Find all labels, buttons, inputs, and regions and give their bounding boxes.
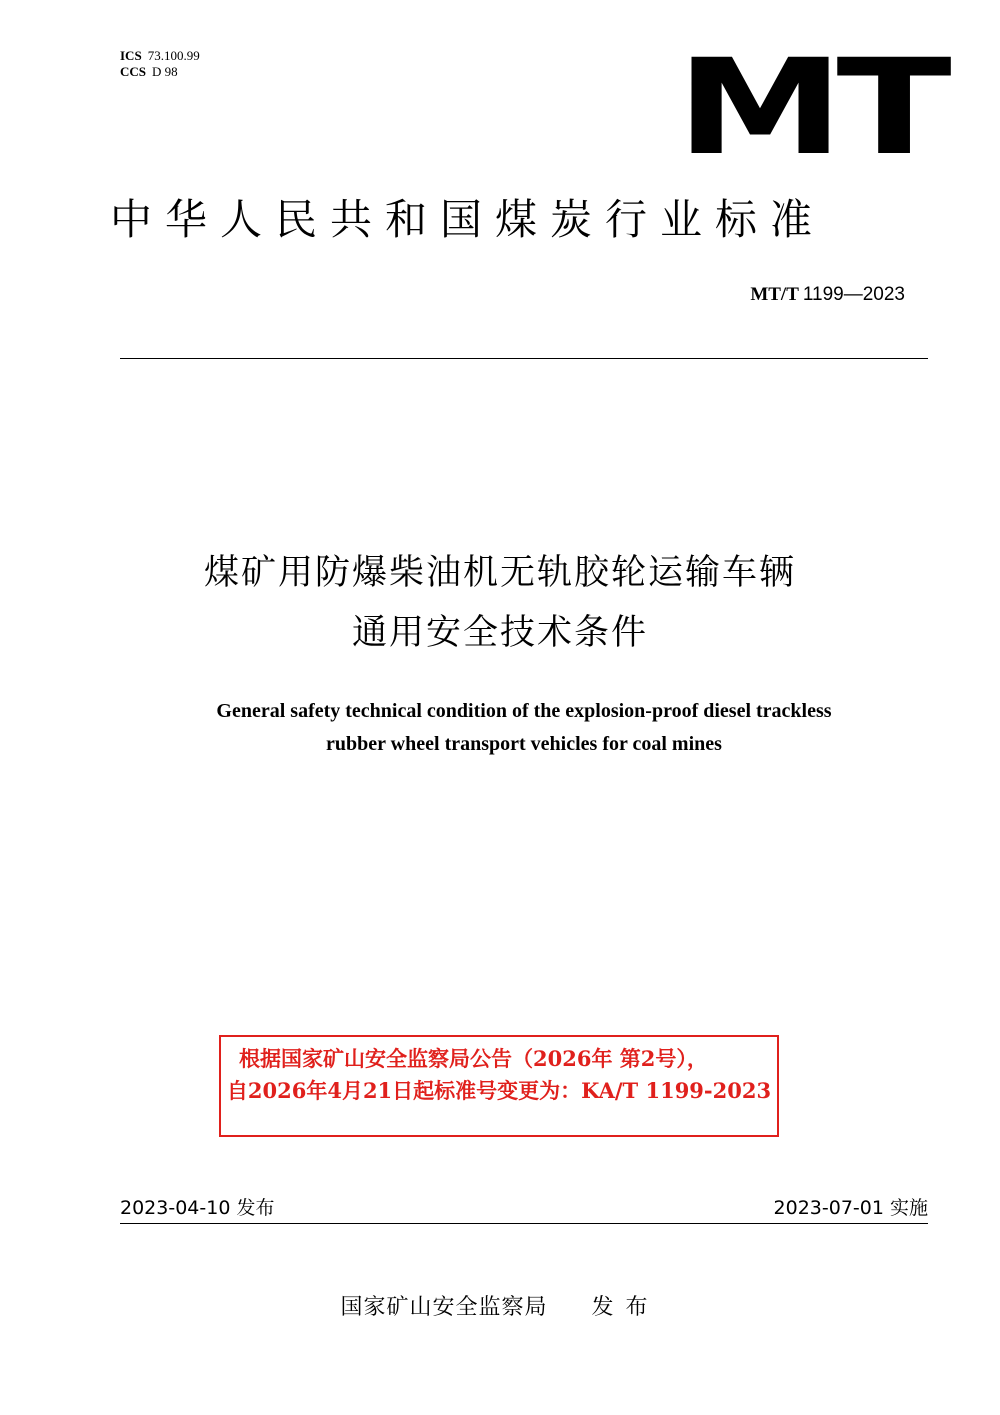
ics-classification: [120, 48, 200, 64]
standard-number-value: 1199—2023: [802, 284, 905, 305]
publisher-line: [0, 1293, 1000, 1323]
renumbering-notice-box: [219, 1035, 779, 1137]
ics-label: ICS: [120, 48, 142, 63]
notice-line-2: 自2026年4月21日起标准号变更为：KA/T 1199-2023: [226, 1078, 772, 1103]
industry-standard-title: 中华人民共和国煤炭行业标准: [110, 195, 826, 244]
english-title-line-2: rubber wheel transport vehicles for coal mines: [326, 733, 722, 755]
standard-prefix: MT/T: [750, 284, 799, 305]
publish-action: 发布: [591, 1295, 660, 1320]
chinese-title-line-1: 煤矿用防爆柴油机无轨胶轮运输车辆: [203, 553, 796, 593]
top-divider: [120, 358, 928, 359]
bottom-divider: [120, 1223, 928, 1224]
mt-logo: MT: [676, 31, 945, 185]
ccs-classification: [120, 64, 178, 80]
notice-line-1: 根据国家矿山安全监察局公告（2026年 第2号），: [239, 1046, 708, 1071]
ccs-label: CCS: [120, 64, 147, 79]
ccs-value: D 98: [152, 64, 178, 79]
chinese-title-line-2: 通用安全技术条件: [351, 613, 648, 653]
publisher-name: 国家矿山安全监察局: [340, 1295, 548, 1320]
implementation-date: 2023-07-01 实施: [773, 1197, 928, 1219]
standard-number: [750, 282, 905, 308]
ics-value: 73.100.99: [147, 48, 200, 63]
english-title-line-1: General safety technical condition of the explosion-proof diesel trackless: [216, 700, 832, 722]
release-date: 2023-04-10 发布: [120, 1197, 275, 1219]
